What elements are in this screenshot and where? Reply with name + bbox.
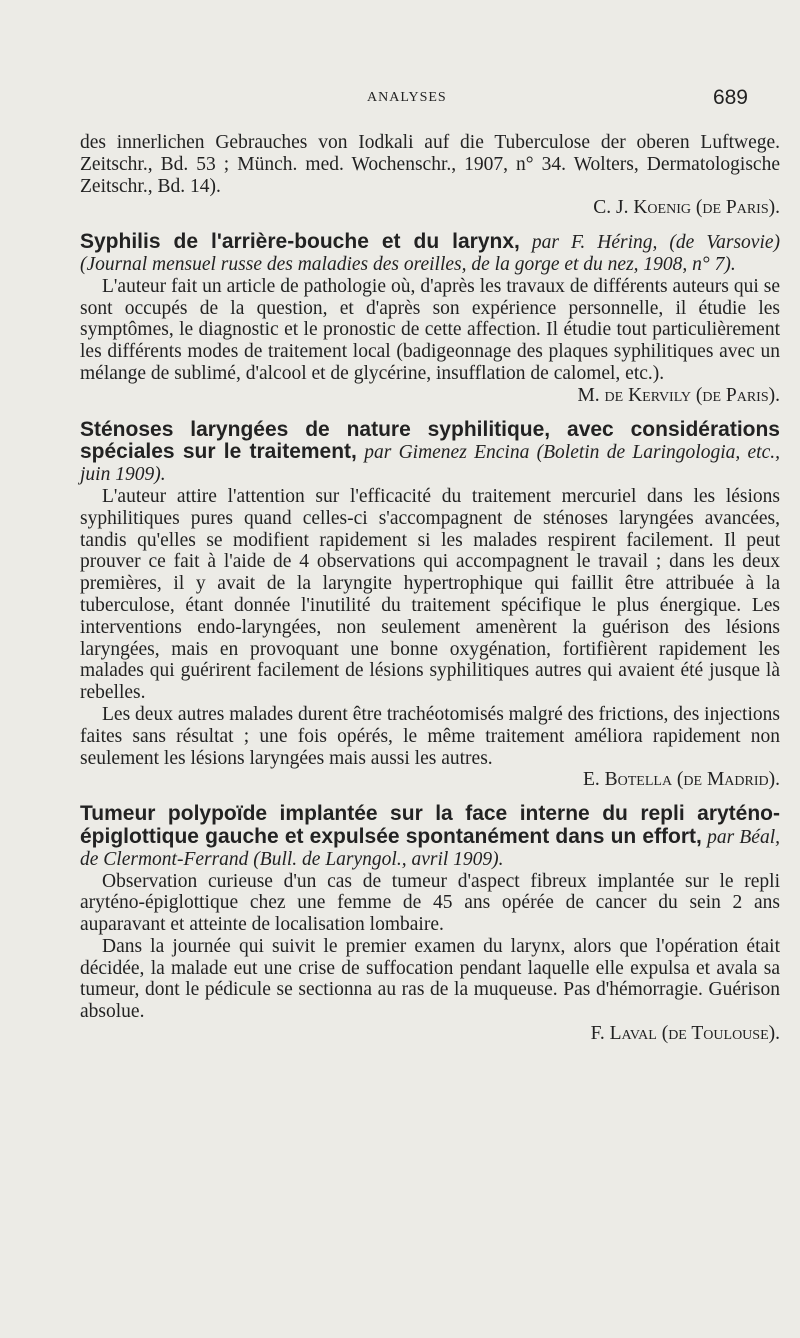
- entry-title: Syphilis de l'arrière-bouche et du larynx,: [80, 230, 520, 254]
- entry-signature: F. Laval (de Toulouse).: [590, 1023, 780, 1045]
- entry-signature: M. de Kervily (de Paris).: [577, 384, 780, 406]
- page-header: [0, 86, 800, 116]
- entry-title: Tumeur polypoïde implantée sur la face interne du repli aryténo-épiglottique gauche et expulsée spontanément dans un effort,: [80, 802, 780, 848]
- intro-text: des innerlichen Gebrauches von Iodkali auf die Tuberculose der oberen Luftwege. Zeitschr., Bd. 53 ; Münch. med. Wochenschr., 1907, n° 34. Wolters, Dermatologische Zeitschr., Bd. 14).: [80, 132, 780, 197]
- entry-paragraph: L'auteur fait un article de pathologie où, d'après les travaux de différents auteurs qui se sont occupés de la question, et d'après son expérience personnelle, il étudie les symptômes, le diagnostic et le pronostic de cette affection. Il étudie tout particulièrement les différents modes de traitement local (badigeonnage des plaques syphilitiques avec un mélange de sublimé, d'alcool et de glycérine, insufflation de calomel, etc.).: [80, 275, 780, 384]
- entry-syphilis: [80, 231, 780, 406]
- running-head: ANALYSES: [367, 90, 447, 105]
- entry-byline: par F. Héring, (de Varsovie) (Journal mensuel russe des maladies des oreilles, de la gorge et du nez, 1908, n° 7).: [80, 232, 781, 275]
- entry-paragraph: Observation curieuse d'un cas de tumeur d'aspect fibreux implantée sur le repli aryténo-épiglottique chez une femme de 45 ans opérée de cancer du sein 2 ans auparavant et atteinte de localisation lombaire.: [80, 870, 780, 936]
- entry-byline: par Gimenez Encina (Boletin de Laringologia, etc., juin 1909).: [80, 442, 781, 486]
- entry-paragraph: Dans la journée qui suivit le premier examen du larynx, alors que l'opération était décidée, la malade eut une crise de suffocation pendant laquelle elle expulsa et avala sa tumeur, dont le pédicule se sectionna au ras de la muqueuse. Pas d'hémorragie. Guérison absolue.: [80, 935, 780, 1023]
- entry-paragraph: L'auteur attire l'attention sur l'efficacité du traitement mercuriel dans les lésions syphilitiques pures quand celles-ci s'accompagnent de sténoses laryngées avancées, tandis qu'elles se modifient rapidement si les malades respirent facilement. Il peut prouver ce fait à l'aide de 4 observations qui accompagnent le travail ; dans les deux premières, il y avait de la laryngite hypertrophique qui faillit être attribuée à la tuberculose, étant donnée l'inutilité du traitement spécifique le plus énergique. Les interventions endo-laryngées, non seulement amenèrent la guérison des lésions laryngées, mais en provoquant une bonne oxygénation, fortifièrent rapidement les malades qui guérirent facilement de lésions syphilitiques autres qui avaient été jusque là rebelles.: [80, 485, 780, 704]
- entry-title: Sténoses laryngées de nature syphilitique, avec considérations spéciales sur le traitement,: [80, 417, 780, 464]
- entry-tumeur: [80, 803, 780, 1045]
- entry-byline: par Béal, de Clermont-Ferrand (Bull. de Laryngol., avril 1909).: [80, 826, 780, 870]
- intro-signature: C. J. Koenig (de Paris).: [593, 197, 780, 219]
- entry-paragraph: Les deux autres malades durent être trachéotomisés malgré des frictions, des injections faites sans résultat ; une fois opérés, le même traitement améliora rapidement non seulement les lésions laryngées mais aussi les autres.: [80, 703, 780, 769]
- page-number: 689: [712, 86, 748, 109]
- page-body: [80, 132, 780, 1045]
- entry-stenoses: [80, 419, 780, 792]
- entry-signature: E. Botella (de Madrid).: [582, 769, 780, 791]
